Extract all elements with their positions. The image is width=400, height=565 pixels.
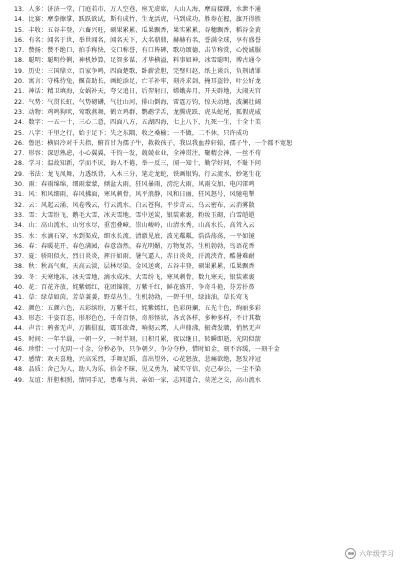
idiom-line: 48．品质：舍己为人，助人为乐，拾金不昧，见义勇为，诚实守信，克己奉公，一尘不染	[14, 366, 261, 374]
idiom-line: 49．友谊：肝胆相照，情同手足，患难与共，亲如一家，志同道合，莫逆之交，高山流水	[14, 376, 261, 384]
idiom-line: 25．八字：千里之行，始于足下；失之东隅，收之桑榆；一不做，二不休，只许成功	[14, 129, 249, 137]
idiom-line: 44．声音：鸦雀无声，万籁俱寂，震耳欲聋，响彻云霄，人声鼎沸，振聋发聩，悄然无声	[14, 325, 261, 333]
idiom-line: 46．珍惜：一寸光阴一寸金，分秒必争，只争朝夕，争分夺秒，惜时如金，刻不容缓，一刻千金	[14, 345, 280, 353]
watermark-text: 六年级学习	[359, 549, 394, 558]
idiom-line: 15．丰收：五谷丰登，六畜兴旺，硕果累累，瓜果飘香，果实累累，谷穗飘香，稻谷金黄	[14, 26, 261, 34]
idiom-line: 23．动物：鸡鸣狗吠，莺歌燕舞，鹤立鸡群，鹦鹉学舌，龙腾虎跃，虎头蛇尾，狐假虎威	[14, 108, 261, 116]
idiom-line: 38．秋：秋高气爽，天高云淡，层林尽染，金风送爽，五谷丰登，硕果累累，瓜果飘香	[14, 263, 255, 271]
idiom-line: 39．冬：天寒地冻，冰天雪地，滴水成冰，大雪纷飞，寒风刺骨，数九寒天，银装素裹	[14, 273, 255, 281]
idiom-line: 45．时间：一年半载，一朝一夕，一时半刻，日积月累，夜以继日，转瞬即逝，光阴似箭	[14, 335, 261, 343]
idiom-line: 32．云：风起云涌，风卷残云，行云流水，白云苍狗，平步青云，乌云密布，云消雾散	[14, 201, 255, 209]
idiom-line: 36．春：春暖花开，春色满园，春意盎然，春光明媚，万物复苏，生机勃勃，鸟语花香	[14, 242, 255, 250]
idiom-line: 34．山：高山流水，山穷水尽，重峦叠嶂，崇山峻岭，山清水秀，山高水长，高耸入云	[14, 222, 255, 230]
idiom-line: 29．书法：龙飞凤舞，力透纸背，入木三分，笔走龙蛇，铁画银钩，行云流水，妙笔生花	[14, 170, 261, 178]
idiom-line: 37．夏：骄阳似火，烈日炎炎，挥汗如雨，暑气逼人，赤日炎炎，汗流浃背，酷暑难耐	[14, 253, 255, 261]
idiom-line: 20．寓言：守株待兔，揠苗助长，画蛇添足，亡羊补牢，刻舟求剑，掩耳盗铃，叶公好龙	[14, 78, 261, 86]
idiom-line: 13．人多：济济一堂，门庭若市，万人空巷，座无虚席，人山人海，摩肩接踵，水泄不通	[14, 6, 261, 13]
idiom-line: 33．雪：大雪纷飞，鹅毛大雪，冰天雪地，雪中送炭，银装素裹，粉妆玉砌，白雪皑皑	[14, 211, 255, 219]
watermark	[345, 548, 394, 559]
idiom-line: 40．花：百花齐放，姹紫嫣红，花团锦簇，万紫千红，鲜花盛开，争奇斗艳，芬芳扑鼻	[14, 284, 255, 292]
idiom-line: 26．鲁迅：横眉冷对千夫指，俯首甘为孺子牛，救救孩子，我以我血荐轩辕，孺子牛，一个都不宽恕	[14, 139, 293, 147]
idiom-line: 19．历史：三国鼎立，百家争鸣，四面楚歌，卧薪尝胆，完璧归赵，纸上谈兵，负荆请罪	[14, 67, 261, 75]
wechat-icon	[345, 548, 356, 559]
idiom-line: 41．草：绿草如茵，芳草萋萋，野草丛生，生机勃勃，一碧千里，绿油油，草长莺飞	[14, 294, 249, 302]
idiom-line: 42．颜色：五颜六色，五彩缤纷，万紫千红，姹紫嫣红，色彩斑斓，五光十色，绚丽多彩	[14, 304, 261, 312]
idiom-line: 14．比赛：摩拳擦掌，跃跃欲试，斯有成竹，生龙活虎，马到成功，胜券在握，旗开得胜	[14, 16, 261, 24]
idiom-line: 35．水：水滴石穿，水到渠成，细水长流，清澈见底，波光粼粼，浩浩荡荡，一平如镜	[14, 232, 255, 240]
idiom-line: 22．气势：气贯长虹，气势磅礴，气壮山河，排山倒海，雷霆万钧，惊天动地，波澜壮阔	[14, 98, 261, 106]
idiom-line: 31．风：和风细雨，春风拂面，寒风刺骨，风平浪静，风和日丽，狂风怒号，风驰电掣	[14, 191, 255, 199]
idiom-line: 30．雨：春雨绵绵，细雨蒙蒙，倾盆大雨，狂风暴雨，滂沱大雨，风雨交加，电闪雷鸣	[14, 181, 255, 189]
idiom-list	[14, 5, 390, 386]
idiom-line: 17．赞扬：赞不绝口，拍手称快，交口称誉，有口皆碑，歌功颂德，击节称赏，心悦诚服	[14, 47, 261, 55]
idiom-line: 18．聪明：聪明伶俐，神机妙算，足智多谋，才华横溢，料事如神，冰雪聪明，博古通今	[14, 57, 261, 65]
idiom-line: 21．神话：精卫填海，女娲补天，夸父追日，后羿射日，嫦娥奔月，开天辟地，大闹天宫	[14, 88, 261, 96]
idiom-line: 24．数字：一五一十，三心二意，四面八方，五湖四海，七上八下，九死一生，十全十美	[14, 119, 261, 127]
idiom-line: 47．感情：欢天喜地，兴高采烈，手舞足蹈，喜出望外，心花怒放，悲痛欲绝，怒发冲冠	[14, 356, 261, 364]
idiom-line: 28．学习：温故知新，学而不厌，诲人不倦，举一反三，闻一知十，勤学好问，不耻下问	[14, 160, 261, 168]
idiom-line: 16．有名：闻名于世，举世闻名，闻名天下，大名鼎鼎，赫赫有名，誉满全球，享有盛誉	[14, 36, 261, 44]
idiom-line: 27．形容：深思熟虑，小心翼翼，千钧一发，兢兢业业，全神贯注，聚精会神，一丝不苟	[14, 150, 261, 158]
idiom-line: 43．形态：千姿百态，形形色色，千奇百怪，奇形怪状，各式各样，多种多样，不计其数	[14, 314, 261, 322]
